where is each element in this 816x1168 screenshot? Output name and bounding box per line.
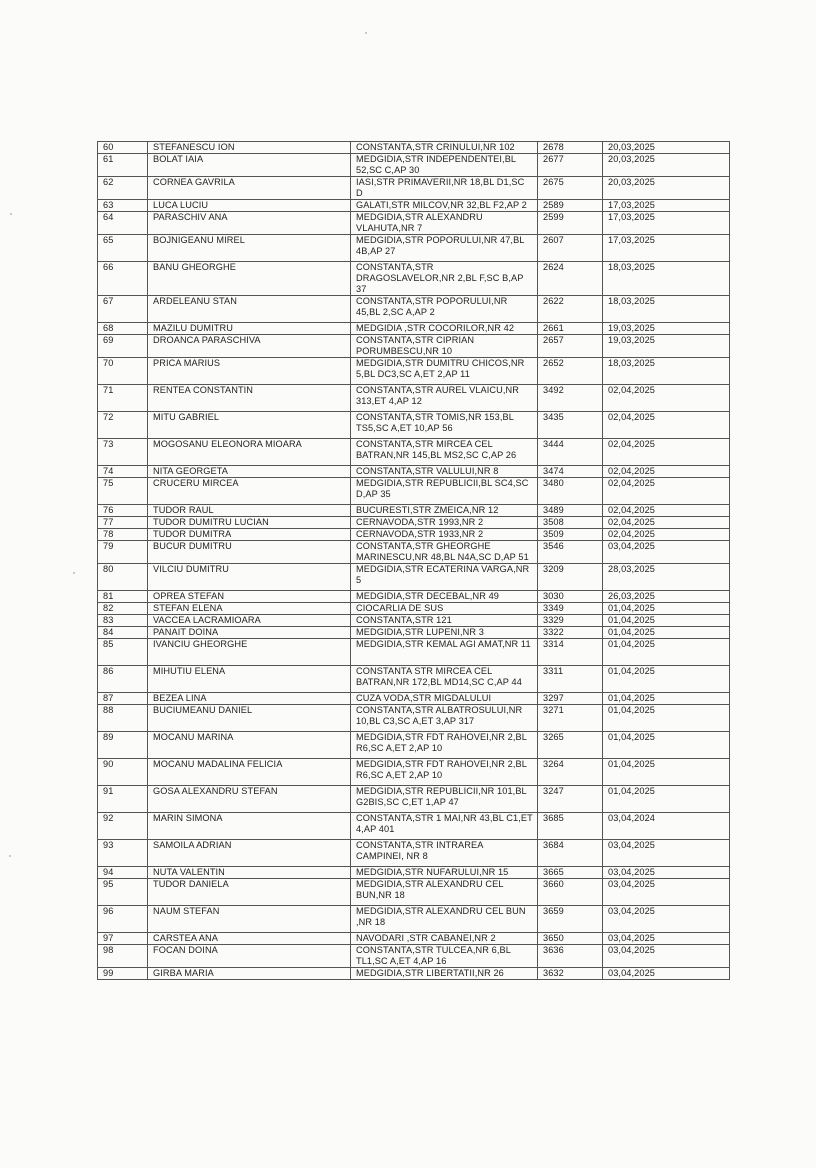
registration-number-cell: 3632 bbox=[538, 968, 603, 980]
row-number-cell: 91 bbox=[98, 786, 148, 813]
date-cell: 03,04,2025 bbox=[603, 541, 730, 564]
table-row bbox=[98, 505, 730, 517]
row-number-cell: 87 bbox=[98, 693, 148, 705]
name-cell: MOCANU MARINA bbox=[148, 732, 351, 759]
row-number-cell: 61 bbox=[98, 154, 148, 177]
address-cell: MEDGIDIA,STR POPORULUI,NR 47,BL 4B,AP 27 bbox=[351, 235, 538, 262]
address-cell: MEDGIDIA,STR REPUBLICII,BL SC4,SC D,AP 35 bbox=[351, 478, 538, 505]
table-row bbox=[98, 732, 730, 759]
table-row bbox=[98, 945, 730, 968]
registration-number-cell: 3349 bbox=[538, 603, 603, 615]
date-cell: 01,04,2025 bbox=[603, 627, 730, 639]
table-row bbox=[98, 142, 730, 154]
date-cell: 03,04,2025 bbox=[603, 968, 730, 980]
date-cell: 02,04,2025 bbox=[603, 478, 730, 505]
row-number-cell: 66 bbox=[98, 262, 148, 296]
registration-number-cell: 2622 bbox=[538, 296, 603, 323]
records-table-body bbox=[98, 142, 730, 980]
registration-number-cell: 3247 bbox=[538, 786, 603, 813]
date-cell: 19,03,2025 bbox=[603, 335, 730, 358]
date-cell: 26,03,2025 bbox=[603, 591, 730, 603]
table-row bbox=[98, 627, 730, 639]
name-cell: NITA GEORGETA bbox=[148, 466, 351, 478]
registration-number-cell: 3546 bbox=[538, 541, 603, 564]
address-cell: MEDGIDIA,STR FDT RAHOVEI,NR 2,BL R6,SC A,ET 2,AP 10 bbox=[351, 732, 538, 759]
date-cell: 02,04,2025 bbox=[603, 466, 730, 478]
name-cell: TUDOR DUMITRU LUCIAN bbox=[148, 517, 351, 529]
date-cell: 01,04,2025 bbox=[603, 693, 730, 705]
date-cell: 03,04,2025 bbox=[603, 879, 730, 906]
table-row bbox=[98, 262, 730, 296]
name-cell: ARDELEANU STAN bbox=[148, 296, 351, 323]
date-cell: 03,04,2024 bbox=[603, 813, 730, 840]
name-cell: FOCAN DOINA bbox=[148, 945, 351, 968]
date-cell: 02,04,2025 bbox=[603, 385, 730, 412]
address-cell: CIOCARLIA DE SUS bbox=[351, 603, 538, 615]
date-cell: 17,03,2025 bbox=[603, 212, 730, 235]
registration-number-cell: 3659 bbox=[538, 906, 603, 933]
scan-speck bbox=[9, 855, 11, 857]
table-row bbox=[98, 478, 730, 505]
registration-number-cell: 3665 bbox=[538, 867, 603, 879]
address-cell: CONSTANTA,STR TULCEA,NR 6,BL TL1,SC A,ET 4,AP 16 bbox=[351, 945, 538, 968]
registration-number-cell: 3684 bbox=[538, 840, 603, 867]
row-number-cell: 98 bbox=[98, 945, 148, 968]
name-cell: MAZILU DUMITRU bbox=[148, 323, 351, 335]
table-row bbox=[98, 813, 730, 840]
table-row bbox=[98, 200, 730, 212]
date-cell: 20,03,2025 bbox=[603, 177, 730, 200]
row-number-cell: 80 bbox=[98, 564, 148, 591]
name-cell: TUDOR DUMITRA bbox=[148, 529, 351, 541]
table-row bbox=[98, 212, 730, 235]
row-number-cell: 76 bbox=[98, 505, 148, 517]
table-row bbox=[98, 840, 730, 867]
registration-number-cell: 3636 bbox=[538, 945, 603, 968]
table-row bbox=[98, 786, 730, 813]
table-row bbox=[98, 705, 730, 732]
table-row bbox=[98, 235, 730, 262]
row-number-cell: 90 bbox=[98, 759, 148, 786]
address-cell: MEDGIDIA,STR LUPENI,NR 3 bbox=[351, 627, 538, 639]
date-cell: 01,04,2025 bbox=[603, 705, 730, 732]
address-cell: MEDGIDIA,STR DECEBAL,NR 49 bbox=[351, 591, 538, 603]
table-row bbox=[98, 335, 730, 358]
date-cell: 18,03,2025 bbox=[603, 262, 730, 296]
row-number-cell: 72 bbox=[98, 412, 148, 439]
row-number-cell: 96 bbox=[98, 906, 148, 933]
address-cell: CONSTANTA,STR ALBATROSULUI,NR 10,BL C3,SC A,ET 3,AP 317 bbox=[351, 705, 538, 732]
name-cell: PANAIT DOINA bbox=[148, 627, 351, 639]
name-cell: PARASCHIV ANA bbox=[148, 212, 351, 235]
name-cell: TUDOR DANIELA bbox=[148, 879, 351, 906]
address-cell: CONSTANTA,STR AUREL VLAICU,NR 313,ET 4,AP 12 bbox=[351, 385, 538, 412]
date-cell: 03,04,2025 bbox=[603, 945, 730, 968]
name-cell: BOLAT IAIA bbox=[148, 154, 351, 177]
date-cell: 02,04,2025 bbox=[603, 412, 730, 439]
row-number-cell: 97 bbox=[98, 933, 148, 945]
address-cell: CONSTANTA,STR 1 MAI,NR 43,BL C1,ET 4,AP 401 bbox=[351, 813, 538, 840]
address-cell: CONSTANTA,STR POPORULUI,NR 45,BL 2,SC A,AP 2 bbox=[351, 296, 538, 323]
row-number-cell: 93 bbox=[98, 840, 148, 867]
address-cell: MEDGIDIA,STR FDT RAHOVEI,NR 2,BL R6,SC A,ET 2,AP 10 bbox=[351, 759, 538, 786]
date-cell: 01,04,2025 bbox=[603, 759, 730, 786]
row-number-cell: 84 bbox=[98, 627, 148, 639]
name-cell: MITU GABRIEL bbox=[148, 412, 351, 439]
date-cell: 03,04,2025 bbox=[603, 933, 730, 945]
address-cell: MEDGIDIA,STR DUMITRU CHICOS,NR 5,BL DC3,SC A,ET 2,AP 11 bbox=[351, 358, 538, 385]
name-cell: BUCIUMEANU DANIEL bbox=[148, 705, 351, 732]
table-row bbox=[98, 693, 730, 705]
date-cell: 01,04,2025 bbox=[603, 603, 730, 615]
registration-number-cell: 3685 bbox=[538, 813, 603, 840]
row-number-cell: 74 bbox=[98, 466, 148, 478]
date-cell: 01,04,2025 bbox=[603, 732, 730, 759]
row-number-cell: 77 bbox=[98, 517, 148, 529]
address-cell: CONSTANTA STR MIRCEA CEL BATRAN,NR 172,BL MD14,SC C,AP 44 bbox=[351, 666, 538, 693]
address-cell: CONSTANTA,STR TOMIS,NR 153,BL TS5,SC A,ET 10,AP 56 bbox=[351, 412, 538, 439]
registration-number-cell: 2589 bbox=[538, 200, 603, 212]
table-row bbox=[98, 564, 730, 591]
row-number-cell: 70 bbox=[98, 358, 148, 385]
address-cell: CUZA VODA,STR MIGDALULUI bbox=[351, 693, 538, 705]
registration-number-cell: 2607 bbox=[538, 235, 603, 262]
row-number-cell: 71 bbox=[98, 385, 148, 412]
row-number-cell: 95 bbox=[98, 879, 148, 906]
name-cell: BEZEA LINA bbox=[148, 693, 351, 705]
name-cell: RENTEA CONSTANTIN bbox=[148, 385, 351, 412]
registration-number-cell: 3474 bbox=[538, 466, 603, 478]
registration-number-cell: 3480 bbox=[538, 478, 603, 505]
registration-number-cell: 2599 bbox=[538, 212, 603, 235]
address-cell: BUCURESTI,STR ZMEICA,NR 12 bbox=[351, 505, 538, 517]
address-cell: CERNAVODA,STR 1993,NR 2 bbox=[351, 517, 538, 529]
address-cell: GALATI,STR MILCOV,NR 32,BL F2,AP 2 bbox=[351, 200, 538, 212]
table-row bbox=[98, 296, 730, 323]
table-row bbox=[98, 466, 730, 478]
name-cell: LUCA LUCIU bbox=[148, 200, 351, 212]
name-cell: GIRBA MARIA bbox=[148, 968, 351, 980]
address-cell: CONSTANTA,STR CRINULUI,NR 102 bbox=[351, 142, 538, 154]
table-row bbox=[98, 879, 730, 906]
name-cell: TUDOR RAUL bbox=[148, 505, 351, 517]
registration-number-cell: 3271 bbox=[538, 705, 603, 732]
name-cell: STEFAN ELENA bbox=[148, 603, 351, 615]
registration-number-cell: 3322 bbox=[538, 627, 603, 639]
registration-number-cell: 2652 bbox=[538, 358, 603, 385]
name-cell: CORNEA GAVRILA bbox=[148, 177, 351, 200]
registration-number-cell: 3329 bbox=[538, 615, 603, 627]
registration-number-cell: 3030 bbox=[538, 591, 603, 603]
name-cell: MOCANU MADALINA FELICIA bbox=[148, 759, 351, 786]
registration-number-cell: 3314 bbox=[538, 639, 603, 666]
scan-speck bbox=[365, 32, 367, 34]
date-cell: 19,03,2025 bbox=[603, 323, 730, 335]
date-cell: 20,03,2025 bbox=[603, 154, 730, 177]
name-cell: CARSTEA ANA bbox=[148, 933, 351, 945]
registration-number-cell: 3435 bbox=[538, 412, 603, 439]
registration-number-cell: 3508 bbox=[538, 517, 603, 529]
date-cell: 01,04,2025 bbox=[603, 615, 730, 627]
row-number-cell: 88 bbox=[98, 705, 148, 732]
date-cell: 01,04,2025 bbox=[603, 666, 730, 693]
registration-number-cell: 3297 bbox=[538, 693, 603, 705]
registration-number-cell: 3209 bbox=[538, 564, 603, 591]
row-number-cell: 69 bbox=[98, 335, 148, 358]
row-number-cell: 86 bbox=[98, 666, 148, 693]
address-cell: CONSTANTA,STR VALULUI,NR 8 bbox=[351, 466, 538, 478]
date-cell: 03,04,2025 bbox=[603, 867, 730, 879]
table-row bbox=[98, 529, 730, 541]
date-cell: 01,04,2025 bbox=[603, 786, 730, 813]
registration-number-cell: 3264 bbox=[538, 759, 603, 786]
table-row bbox=[98, 358, 730, 385]
date-cell: 17,03,2025 bbox=[603, 235, 730, 262]
address-cell: CONSTANTA,STR MIRCEA CEL BATRAN,NR 145,BL MS2,SC C,AP 26 bbox=[351, 439, 538, 466]
table-row bbox=[98, 933, 730, 945]
table-row bbox=[98, 603, 730, 615]
row-number-cell: 65 bbox=[98, 235, 148, 262]
address-cell: MEDGIDIA,STR NUFARULUI,NR 15 bbox=[351, 867, 538, 879]
table-row bbox=[98, 323, 730, 335]
row-number-cell: 68 bbox=[98, 323, 148, 335]
table-row bbox=[98, 517, 730, 529]
name-cell: STEFANESCU ION bbox=[148, 142, 351, 154]
date-cell: 28,03,2025 bbox=[603, 564, 730, 591]
table-row bbox=[98, 541, 730, 564]
registration-number-cell: 3311 bbox=[538, 666, 603, 693]
table-row bbox=[98, 154, 730, 177]
table-row bbox=[98, 666, 730, 693]
name-cell: MIHUTIU ELENA bbox=[148, 666, 351, 693]
date-cell: 18,03,2025 bbox=[603, 358, 730, 385]
row-number-cell: 64 bbox=[98, 212, 148, 235]
address-cell: NAVODARI ,STR CABANEI,NR 2 bbox=[351, 933, 538, 945]
address-cell: MEDGIDIA,STR ALEXANDRU CEL BUN ,NR 18 bbox=[351, 906, 538, 933]
table-row bbox=[98, 639, 730, 666]
name-cell: BANU GHEORGHE bbox=[148, 262, 351, 296]
scan-speck bbox=[73, 572, 75, 574]
address-cell: CONSTANTA,STR INTRAREA CAMPINEI, NR 8 bbox=[351, 840, 538, 867]
records-table bbox=[97, 141, 730, 980]
table-row bbox=[98, 412, 730, 439]
row-number-cell: 73 bbox=[98, 439, 148, 466]
registration-number-cell: 2661 bbox=[538, 323, 603, 335]
row-number-cell: 63 bbox=[98, 200, 148, 212]
row-number-cell: 81 bbox=[98, 591, 148, 603]
row-number-cell: 62 bbox=[98, 177, 148, 200]
date-cell: 02,04,2025 bbox=[603, 529, 730, 541]
table-row bbox=[98, 615, 730, 627]
name-cell: OPREA STEFAN bbox=[148, 591, 351, 603]
address-cell: MEDGIDIA,STR ALEXANDRU CEL BUN,NR 18 bbox=[351, 879, 538, 906]
registration-number-cell: 2675 bbox=[538, 177, 603, 200]
registration-number-cell: 3492 bbox=[538, 385, 603, 412]
name-cell: BUCUR DUMITRU bbox=[148, 541, 351, 564]
address-cell: MEDGIDIA,STR INDEPENDENTEI,BL 52,SC C,AP 30 bbox=[351, 154, 538, 177]
address-cell: MEDGIDIA,STR REPUBLICII,NR 101,BL G2BIS,SC C,ET 1,AP 47 bbox=[351, 786, 538, 813]
date-cell: 02,04,2025 bbox=[603, 517, 730, 529]
name-cell: GOSA ALEXANDRU STEFAN bbox=[148, 786, 351, 813]
registration-number-cell: 2678 bbox=[538, 142, 603, 154]
table-row bbox=[98, 867, 730, 879]
row-number-cell: 78 bbox=[98, 529, 148, 541]
registration-number-cell: 3660 bbox=[538, 879, 603, 906]
name-cell: DROANCA PARASCHIVA bbox=[148, 335, 351, 358]
address-cell: CONSTANTA,STR GHEORGHE MARINESCU,NR 48,BL N4A,SC D,AP 51 bbox=[351, 541, 538, 564]
address-cell: MEDGIDIA,STR LIBERTATII,NR 26 bbox=[351, 968, 538, 980]
registration-number-cell: 3265 bbox=[538, 732, 603, 759]
name-cell: SAMOILA ADRIAN bbox=[148, 840, 351, 867]
date-cell: 03,04,2025 bbox=[603, 906, 730, 933]
address-cell: MEDGIDIA,STR ECATERINA VARGA,NR 5 bbox=[351, 564, 538, 591]
row-number-cell: 99 bbox=[98, 968, 148, 980]
address-cell: CONSTANTA,STR CIPRIAN PORUMBESCU,NR 10 bbox=[351, 335, 538, 358]
registration-number-cell: 3509 bbox=[538, 529, 603, 541]
date-cell: 20,03,2025 bbox=[603, 142, 730, 154]
registration-number-cell: 3650 bbox=[538, 933, 603, 945]
row-number-cell: 75 bbox=[98, 478, 148, 505]
date-cell: 01,04,2025 bbox=[603, 639, 730, 666]
row-number-cell: 94 bbox=[98, 867, 148, 879]
date-cell: 02,04,2025 bbox=[603, 505, 730, 517]
address-cell: IASI,STR PRIMAVERII,NR 18,BL D1,SC D bbox=[351, 177, 538, 200]
name-cell: MARIN SIMONA bbox=[148, 813, 351, 840]
registration-number-cell: 3444 bbox=[538, 439, 603, 466]
name-cell: CRUCERU MIRCEA bbox=[148, 478, 351, 505]
date-cell: 18,03,2025 bbox=[603, 296, 730, 323]
date-cell: 03,04,2025 bbox=[603, 840, 730, 867]
name-cell: MOGOSANU ELEONORA MIOARA bbox=[148, 439, 351, 466]
row-number-cell: 83 bbox=[98, 615, 148, 627]
table-row bbox=[98, 968, 730, 980]
table-row bbox=[98, 906, 730, 933]
row-number-cell: 85 bbox=[98, 639, 148, 666]
table-row bbox=[98, 439, 730, 466]
row-number-cell: 60 bbox=[98, 142, 148, 154]
address-cell: CERNAVODA,STR 1933,NR 2 bbox=[351, 529, 538, 541]
name-cell: PRICA MARIUS bbox=[148, 358, 351, 385]
name-cell: BOJNIGEANU MIREL bbox=[148, 235, 351, 262]
table-row bbox=[98, 385, 730, 412]
name-cell: VACCEA LACRAMIOARA bbox=[148, 615, 351, 627]
address-cell: MEDGIDIA ,STR COCORILOR,NR 42 bbox=[351, 323, 538, 335]
name-cell: NAUM STEFAN bbox=[148, 906, 351, 933]
name-cell: VILCIU DUMITRU bbox=[148, 564, 351, 591]
registration-number-cell: 2624 bbox=[538, 262, 603, 296]
name-cell: NUTA VALENTIN bbox=[148, 867, 351, 879]
scan-speck bbox=[10, 213, 12, 215]
name-cell: IVANCIU GHEORGHE bbox=[148, 639, 351, 666]
date-cell: 17,03,2025 bbox=[603, 200, 730, 212]
table-row bbox=[98, 759, 730, 786]
registration-number-cell: 2677 bbox=[538, 154, 603, 177]
address-cell: CONSTANTA,STR 121 bbox=[351, 615, 538, 627]
registration-number-cell: 2657 bbox=[538, 335, 603, 358]
address-cell: MEDGIDIA,STR KEMAL AGI AMAT,NR 11 bbox=[351, 639, 538, 666]
address-cell: CONSTANTA,STR DRAGOSLAVELOR,NR 2,BL F,SC B,AP 37 bbox=[351, 262, 538, 296]
row-number-cell: 92 bbox=[98, 813, 148, 840]
row-number-cell: 82 bbox=[98, 603, 148, 615]
registration-number-cell: 3489 bbox=[538, 505, 603, 517]
address-cell: MEDGIDIA,STR ALEXANDRU VLAHUTA,NR 7 bbox=[351, 212, 538, 235]
date-cell: 02,04,2025 bbox=[603, 439, 730, 466]
table-row bbox=[98, 177, 730, 200]
row-number-cell: 89 bbox=[98, 732, 148, 759]
table-row bbox=[98, 591, 730, 603]
row-number-cell: 67 bbox=[98, 296, 148, 323]
row-number-cell: 79 bbox=[98, 541, 148, 564]
